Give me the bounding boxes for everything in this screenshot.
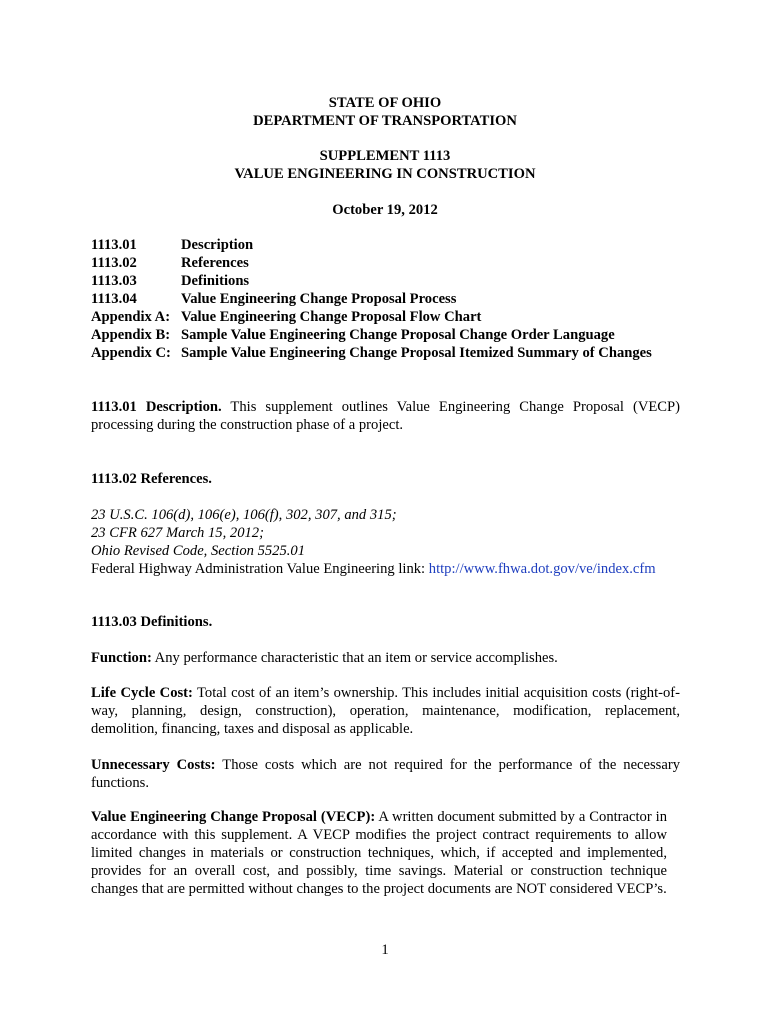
toc-row bbox=[91, 236, 652, 254]
description-text: This supplement outlines Value Engineering Change Proposal (VECP) processing during the construction phase of a project. bbox=[91, 399, 681, 433]
description-section bbox=[91, 398, 680, 434]
fhwa-link[interactable]: http://www.fhwa.dot.gov/ve/index.cfm bbox=[428, 561, 656, 577]
fhwa-reference bbox=[91, 560, 680, 578]
toc-number: 1113.04 bbox=[91, 291, 137, 307]
reference-item: 23 U.S.C. 106(d), 106(e), 106(f), 302, 307, and 315; bbox=[91, 507, 397, 523]
page-number: 1 bbox=[381, 942, 389, 958]
toc-row bbox=[91, 308, 652, 326]
lcc-text: Total cost of an item’s ownership. This includes initial acquisition costs (right-of-way, planning, design, construction), operation, maintenance, modification, replacement, demolition, financing, taxes and disposal as applicable. bbox=[91, 685, 681, 737]
header-subject: VALUE ENGINEERING IN CONSTRUCTION bbox=[234, 166, 536, 182]
toc-row bbox=[91, 254, 652, 272]
definitions-heading bbox=[91, 613, 680, 631]
reference-item: Ohio Revised Code, Section 5525.01 bbox=[91, 543, 305, 559]
toc-number: 1113.03 bbox=[91, 273, 137, 289]
toc-number: 1113.02 bbox=[91, 255, 137, 271]
references-heading-text: 1113.02 References. bbox=[91, 471, 212, 487]
toc-row bbox=[91, 290, 652, 308]
unnecessary-term: Unnecessary Costs: bbox=[91, 757, 216, 773]
toc-title: Value Engineering Change Proposal Flow Chart bbox=[181, 309, 482, 325]
definition-unnecessary-costs bbox=[91, 756, 680, 792]
lcc-term: Life Cycle Cost: bbox=[91, 685, 193, 701]
header-date: October 19, 2012 bbox=[332, 202, 438, 218]
function-term: Function: bbox=[91, 650, 152, 666]
toc-row bbox=[91, 272, 652, 290]
header-department: DEPARTMENT OF TRANSPORTATION bbox=[253, 113, 517, 129]
references-heading bbox=[91, 470, 680, 488]
toc-title: References bbox=[181, 255, 249, 271]
toc-number: 1113.01 bbox=[91, 237, 137, 253]
toc-title: Value Engineering Change Proposal Process bbox=[181, 291, 457, 307]
toc-title: Sample Value Engineering Change Proposal Itemized Summary of Changes bbox=[181, 345, 652, 361]
function-text: Any performance characteristic that an item or service accomplishes. bbox=[154, 650, 558, 666]
header-supplement: SUPPLEMENT 1113 bbox=[319, 148, 451, 164]
definition-vecp bbox=[91, 808, 667, 898]
header-state: STATE OF OHIO bbox=[328, 95, 442, 111]
vecp-text: A written document submitted by a Contractor in accordance with this supplement. A VECP modifies the project contract requirements to allow limited changes in materials or construction techniques, which, if accepted and implemented, provides for an overall cost, and possibly, time savings. Material or construction technique changes that are permitted without changes to the project documents are NOT considered VECP’s. bbox=[91, 809, 668, 897]
toc-number: Appendix C: bbox=[91, 345, 171, 361]
toc-number: Appendix B: bbox=[91, 327, 171, 343]
definition-life-cycle-cost bbox=[91, 684, 680, 738]
vecp-term: Value Engineering Change Proposal (VECP): bbox=[91, 809, 376, 825]
references-list bbox=[91, 506, 680, 578]
definition-function bbox=[91, 649, 680, 667]
toc-number: Appendix A: bbox=[91, 309, 171, 325]
description-heading: 1113.01 Description. bbox=[91, 399, 222, 415]
fhwa-label: Federal Highway Administration Value Engineering link: bbox=[91, 561, 426, 577]
table-of-contents bbox=[91, 236, 652, 362]
toc-title: Description bbox=[181, 237, 254, 253]
toc-title: Definitions bbox=[181, 273, 250, 289]
toc-row bbox=[91, 344, 652, 362]
toc-title: Sample Value Engineering Change Proposal Change Order Language bbox=[181, 327, 615, 343]
reference-item: 23 CFR 627 March 15, 2012; bbox=[91, 525, 264, 541]
unnecessary-text: Those costs which are not required for the performance of the necessary functions. bbox=[91, 757, 681, 791]
definitions-heading-text: 1113.03 Definitions. bbox=[91, 614, 213, 630]
toc-row bbox=[91, 326, 652, 344]
